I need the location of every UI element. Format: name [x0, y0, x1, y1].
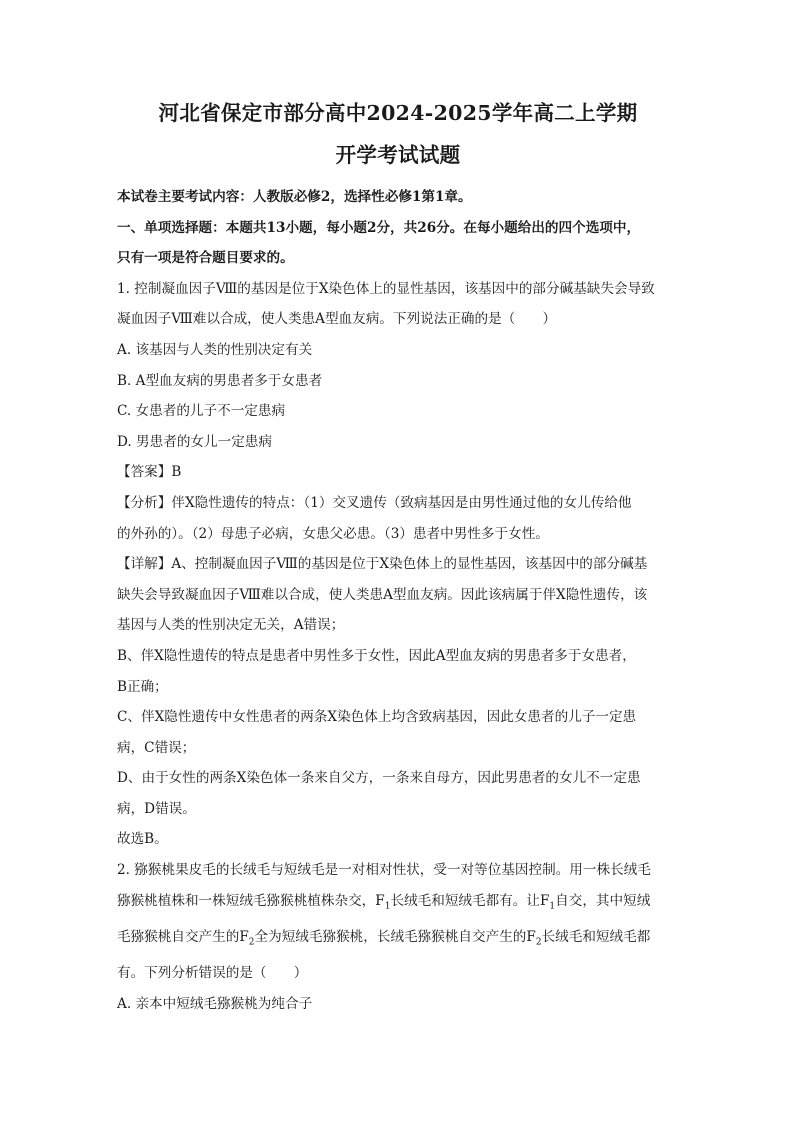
f1-subscript: 1: [384, 901, 391, 912]
question-2-stem-line3-part-c: 长绒毛和短绒毛都: [541, 928, 651, 945]
question-1-option-a: A. 该基因与人类的性别决定有关: [117, 341, 313, 358]
question-1-detail-line6: C、伴X隐性遗传中女性患者的两条X染色体上均含致病基因，因此女患者的儿子一定患: [117, 709, 637, 726]
question-2-stem-line3-part-a: 毛猕猴桃自交产生的F: [117, 928, 249, 945]
f2-subscript: 2: [248, 937, 255, 948]
question-1-detail-line5: B正确；: [117, 678, 168, 695]
question-1-answer: 【答案】B: [117, 464, 182, 481]
question-2-stem-line2-part-b: 长绒毛和短绒毛都有。让F: [390, 892, 550, 909]
question-1-detail-line8: D、由于女性的两条X染色体一条来自父方，一条来自母方，因此男患者的女儿不一定患: [117, 770, 641, 787]
question-1-detail-line1: 【详解】A、控制凝血因子Ⅷ的基因是位于X染色体上的显性基因，该基因中的部分碱基: [117, 556, 648, 573]
document-page: [117, 98, 679, 1019]
document-title-line2: 开学考试试题: [335, 143, 461, 167]
document-title-line1: 河北省保定市部分高中2024-2025学年高二上学期: [158, 101, 638, 125]
section-instructions-line2: 只有一项是符合题目要求的。: [117, 250, 294, 267]
question-1-conclusion: 故选B。: [117, 831, 168, 848]
question-1-detail-line3: 基因与人类的性别决定无关，A错误；: [117, 617, 345, 634]
question-1-stem-line2: 凝血因子Ⅷ难以合成，使人类患A型血友病。下列说法正确的是（ ）: [117, 311, 557, 328]
f1-subscript: 1: [549, 901, 556, 912]
question-2-stem-line3: [117, 922, 679, 958]
question-1-option-d: D. 男患者的女儿一定患病: [117, 433, 272, 450]
exam-scope: 本试卷主要考试内容：人教版必修2，选择性必修1第1章。: [117, 189, 472, 205]
question-2-option-a: A. 亲本中短绒毛猕猴桃为纯合子: [117, 995, 313, 1012]
section-instructions-line1: 一、单项选择题：本题共13小题，每小题2分，共26分。在每小题给出的四个选项中，: [117, 219, 641, 236]
f2-subscript: 2: [535, 937, 542, 948]
question-2-stem-line2-part-c: 自交，其中短绒: [555, 892, 651, 909]
question-2-stem-line2: [117, 886, 679, 922]
question-1-detail-line4: B、伴X隐性遗传的特点是患者中男性多于女性，因此A型血友病的男患者多于女患者，: [117, 647, 636, 664]
question-1-detail-line7: 病，C错误；: [117, 739, 196, 756]
question-2-stem-line4: 有。下列分析错误的是（ ）: [117, 965, 308, 982]
question-1-detail-line2: 缺失会导致凝血因子Ⅷ难以合成，使人类患A型血友病。因此该病属于伴X隐性遗传，该: [117, 586, 648, 603]
question-1-option-b: B. A型血友病的男患者多于女患者: [117, 372, 323, 389]
question-1-analysis-line2: 的外孙的）。（2）母患子必病，女患父必患。（3）患者中男性多于女性。: [117, 525, 549, 542]
question-1-stem-line1: 1. 控制凝血因子Ⅷ的基因是位于X染色体上的显性基因，该基因中的部分碱基缺失会导致: [117, 280, 655, 297]
question-1-detail-line9: 病，D错误。: [117, 800, 196, 817]
question-2-stem-line1: 2. 猕猴桃果皮毛的长绒毛与短绒毛是一对相对性状，受一对等位基因控制。用一株长绒毛: [117, 862, 651, 879]
question-2-stem-line3-part-b: 全为短绒毛猕猴桃，长绒毛猕猴桃自交产生的F: [254, 928, 536, 945]
question-2-stem-line2-part-a: 猕猴桃植株和一株短绒毛猕猴桃植株杂交，F: [117, 892, 385, 909]
question-1-option-c: C. 女患者的儿子不一定患病: [117, 403, 286, 420]
question-1-analysis-line1: 【分析】伴X隐性遗传的特点：（1）交叉遗传（致病基因是由男性通过他的女儿传给他: [117, 494, 632, 511]
